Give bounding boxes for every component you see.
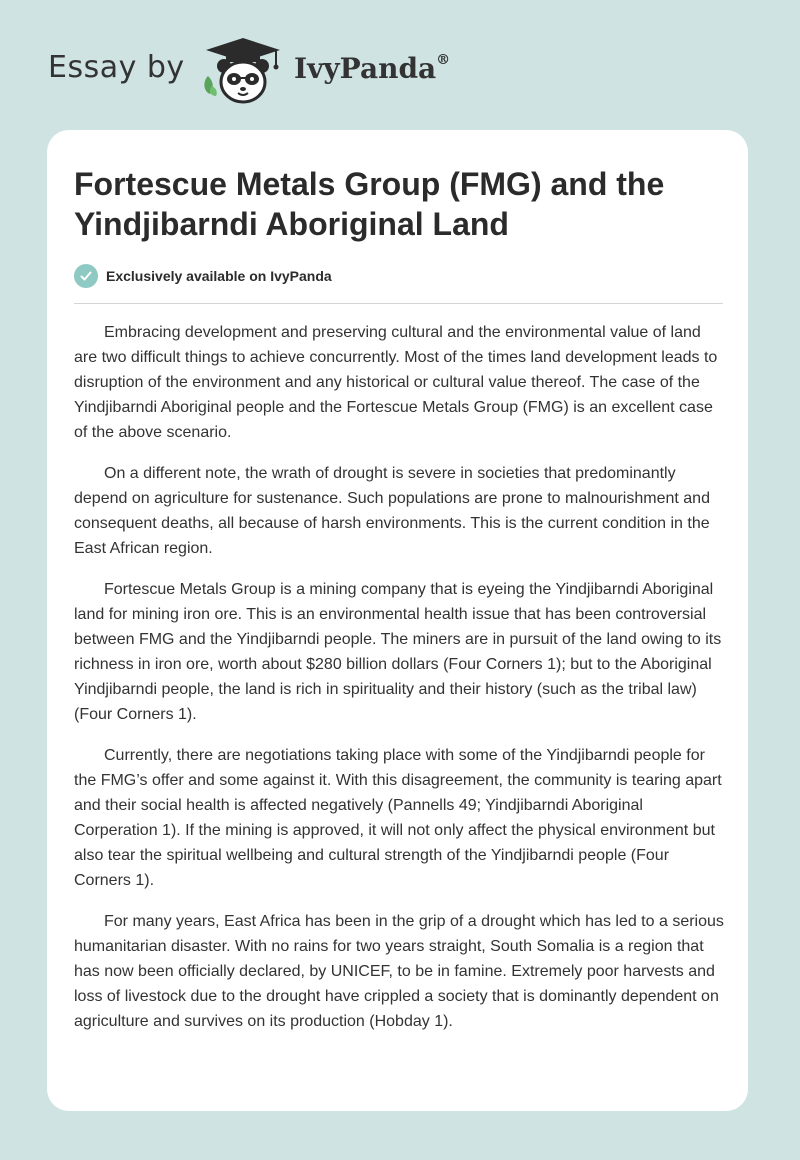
exclusive-badge: [74, 263, 332, 289]
essay-body: [74, 320, 726, 1050]
paragraph: Fortescue Metals Group is a mining company that is eyeing the Yindjibarndi Aboriginal land for mining iron ore. This is an environmental health issue that has been controversial between FMG and the Yindjibarndi people. The miners are in pursuit of the land owing to its richness in iron ore, worth about $280 billion dollars (Four Corners 1); but to the Aboriginal Yindjibarndi people, the land is rich in spirituality and their history (such as the tribal law) (Four Corners 1).: [74, 581, 722, 723]
essay-title: Fortescue Metals Group (FMG) and the Yindjibarndi Aboriginal Land: [74, 166, 665, 242]
paragraph: For many years, East Africa has been in the grip of a drought which has led to a serious humanitarian disaster. With no rains for two years straight, South Somalia is a region that has now been officially declared, by UNICEF, to be in famine. Extremely poor harvests and loss of livestock due to the drought have crippled a society that is dominantly dependent on agriculture and survives on its production (Hobday 1).: [74, 913, 724, 1030]
check-icon: [74, 264, 98, 288]
paragraph: On a different note, the wrath of drought is severe in societies that predominantly depend on agriculture for sustenance. Such populations are prone to malnourishment and consequent deaths, all because of harsh environments. This is the current condition in the East African region.: [74, 465, 710, 557]
exclusive-badge-label: Exclusively available on IvyPanda: [106, 268, 332, 284]
site-header: [0, 0, 800, 120]
panda-logo-icon[interactable]: [200, 36, 286, 108]
brand-label: IvyPanda: [294, 52, 437, 85]
paragraph: Currently, there are negotiations taking place with some of the Yindjibarndi people for the FMG’s offer and some against it. With this disagreement, the community is tearing apart and their social health is affected negatively (Pannells 49; Yindjibarndi Aboriginal Corperation 1). If the mining is approved, it will not only affect the physical environment but also tear the spiritual wellbeing and cultural strength of the Yindjibarndi people (Four Corners 1).: [74, 747, 722, 889]
essay-card: [47, 130, 748, 1111]
registered-mark: ®: [436, 51, 451, 68]
divider: [74, 303, 723, 304]
essay-by-label: Essay by: [48, 50, 185, 85]
brand-name[interactable]: [294, 52, 450, 85]
paragraph: Embracing development and preserving cultural and the environmental value of land are two difficult things to achieve concurrently. Most of the times land development leads to disruption of the environment and any historical or cultural value thereof. The case of the Yindjibarndi Aboriginal people and the Fortescue Metals Group (FMG) is an excellent case of the above scenario.: [74, 324, 718, 441]
